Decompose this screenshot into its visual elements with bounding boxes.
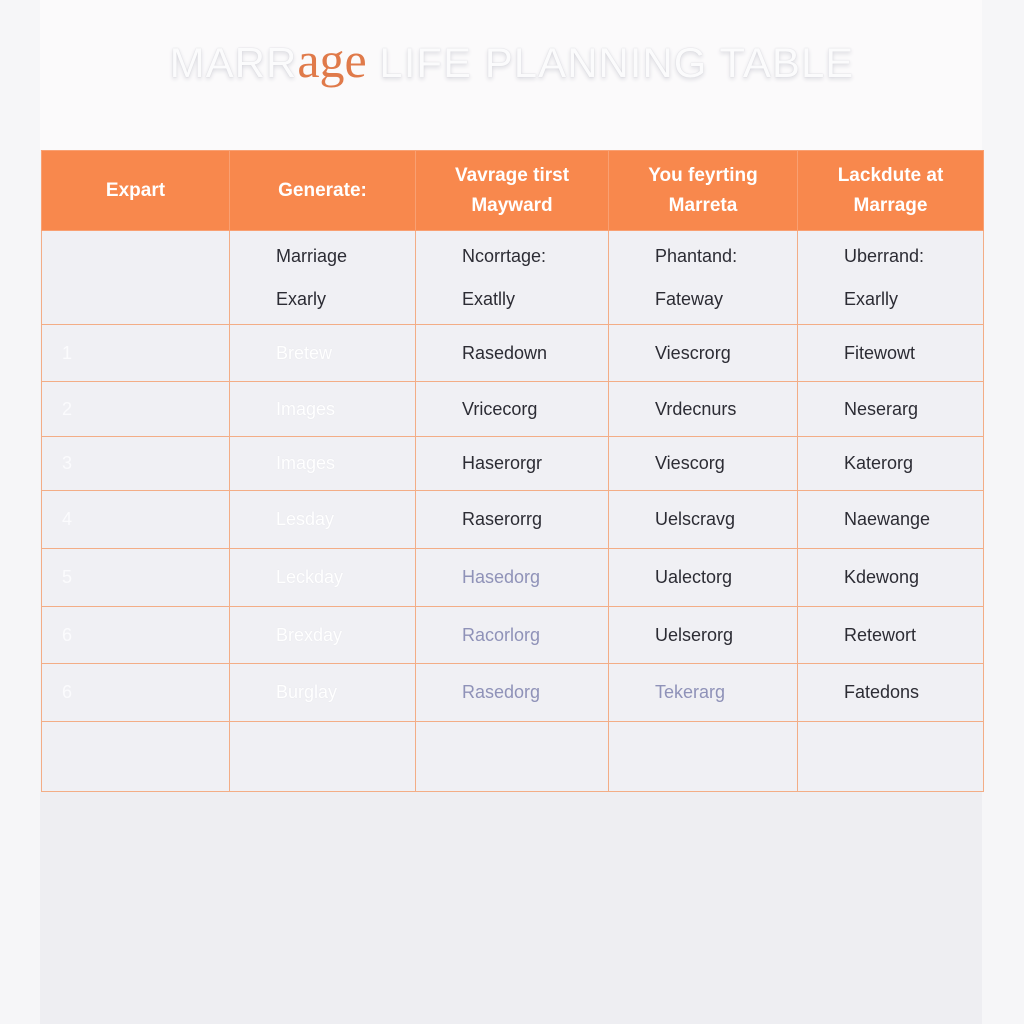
cell-text: Retewort bbox=[844, 624, 917, 645]
cell-text: Exarly bbox=[276, 288, 327, 309]
table-row-empty bbox=[42, 722, 984, 792]
table-cell bbox=[42, 491, 230, 549]
table-cell bbox=[230, 722, 416, 792]
table-cell bbox=[416, 325, 609, 382]
header-label: Expart bbox=[105, 179, 166, 201]
table-cell bbox=[798, 231, 984, 325]
table-cell bbox=[609, 325, 798, 382]
cell-text: Tekerarg bbox=[655, 682, 726, 702]
table-cell bbox=[609, 231, 798, 325]
table-cell bbox=[798, 382, 984, 437]
lower-panel bbox=[40, 792, 982, 1024]
table-cell bbox=[609, 722, 798, 792]
header-cell bbox=[230, 151, 416, 231]
table-cell bbox=[416, 607, 609, 664]
cell-text: Images bbox=[276, 398, 336, 419]
cell-text: Raserorrg bbox=[462, 509, 543, 529]
cell-text: Ualectorg bbox=[655, 567, 733, 587]
row-number: 2 bbox=[62, 398, 73, 419]
cell-text: Racorlorg bbox=[462, 624, 541, 645]
table-cell bbox=[798, 607, 984, 664]
header-label: Lackdute at bbox=[837, 164, 944, 186]
header-label: Generate: bbox=[278, 179, 367, 201]
cell-text: Rasedown bbox=[462, 342, 548, 363]
cell-text: Uberrand: bbox=[844, 245, 925, 266]
cell-text: Brexday bbox=[276, 624, 343, 645]
table-row bbox=[42, 607, 984, 664]
table-cell bbox=[42, 437, 230, 491]
title-accent: age bbox=[297, 32, 367, 88]
cell-text: Fatedons bbox=[844, 682, 920, 702]
header-label: Vavrage tirst bbox=[454, 164, 570, 186]
table-cell bbox=[230, 607, 416, 664]
title-part-1: MARR bbox=[169, 39, 298, 86]
cell-text: Lesday bbox=[276, 509, 335, 529]
cell-text: Phantand: bbox=[655, 245, 738, 266]
table-cell bbox=[798, 491, 984, 549]
header-cell bbox=[42, 151, 230, 231]
table-cell bbox=[230, 382, 416, 437]
cell-text: Exatlly bbox=[462, 288, 516, 309]
header-row bbox=[42, 151, 984, 231]
row-number: 6 bbox=[62, 682, 73, 702]
table-cell bbox=[609, 437, 798, 491]
cell-text: Leckday bbox=[276, 567, 344, 587]
cell-text: Vrdecnurs bbox=[655, 398, 737, 419]
table-cell bbox=[416, 382, 609, 437]
cell-text: Katerorg bbox=[844, 453, 914, 473]
table-cell bbox=[416, 549, 609, 607]
cell-text: Viescorg bbox=[655, 453, 725, 473]
header-cell bbox=[416, 151, 609, 231]
table-cell bbox=[230, 549, 416, 607]
row-number: 3 bbox=[62, 453, 73, 473]
cell-text: Vricecorg bbox=[462, 398, 538, 419]
cell-text: Fitewowt bbox=[844, 342, 916, 363]
table-row bbox=[42, 491, 984, 549]
subheader-row bbox=[42, 231, 984, 325]
table-cell bbox=[798, 664, 984, 722]
table-cell bbox=[798, 549, 984, 607]
row-number: 5 bbox=[62, 567, 73, 587]
table-cell bbox=[609, 664, 798, 722]
table-cell bbox=[42, 231, 230, 325]
cell-text: Rasedorg bbox=[462, 682, 541, 702]
table-cell bbox=[42, 382, 230, 437]
table-cell bbox=[609, 382, 798, 437]
cell-text: Hasedorg bbox=[462, 567, 541, 587]
table-cell bbox=[42, 325, 230, 382]
table-cell bbox=[416, 722, 609, 792]
cell-text: Ncorrtage: bbox=[462, 245, 547, 266]
header-label: Marrage bbox=[853, 194, 928, 216]
table-cell bbox=[609, 491, 798, 549]
cell-text: Haserorgr bbox=[462, 453, 543, 473]
table-cell bbox=[798, 325, 984, 382]
table-cell bbox=[230, 491, 416, 549]
header-cell bbox=[609, 151, 798, 231]
table-row bbox=[42, 664, 984, 722]
cell-text: Viescrorg bbox=[655, 342, 731, 363]
table-cell bbox=[609, 549, 798, 607]
cell-text: Uelserorg bbox=[655, 624, 734, 645]
left-margin bbox=[0, 0, 40, 1024]
table-cell bbox=[42, 664, 230, 722]
table-cell bbox=[230, 325, 416, 382]
right-margin bbox=[982, 0, 1024, 1024]
cell-text: Burglay bbox=[276, 682, 338, 702]
header-cell bbox=[798, 151, 984, 231]
table-row bbox=[42, 549, 984, 607]
cell-text: Exarlly bbox=[844, 288, 899, 309]
page-title bbox=[0, 34, 1024, 89]
table-cell bbox=[416, 437, 609, 491]
planning-table bbox=[41, 150, 984, 792]
cell-text: Bretew bbox=[276, 342, 333, 363]
table-cell bbox=[798, 437, 984, 491]
header-label: You feyrting bbox=[648, 164, 758, 186]
row-number: 4 bbox=[62, 509, 73, 529]
table-cell bbox=[798, 722, 984, 792]
table-cell bbox=[230, 664, 416, 722]
table-row bbox=[42, 382, 984, 437]
table-cell bbox=[230, 437, 416, 491]
table-cell bbox=[42, 722, 230, 792]
title-part-2: LIFE PLANNING TABLE bbox=[366, 39, 855, 86]
table-cell bbox=[609, 607, 798, 664]
table-cell bbox=[416, 664, 609, 722]
header-label: Mayward bbox=[471, 194, 553, 216]
cell-text: Uelscravg bbox=[655, 509, 736, 529]
cell-text: Neserarg bbox=[844, 398, 919, 419]
cell-text: Marriage bbox=[276, 245, 348, 266]
table-cell bbox=[230, 231, 416, 325]
table-cell bbox=[42, 607, 230, 664]
table-cell bbox=[42, 549, 230, 607]
table-row bbox=[42, 325, 984, 382]
cell-text: Kdewong bbox=[844, 567, 920, 587]
header-label: Marreta bbox=[668, 194, 738, 216]
row-number: 1 bbox=[62, 342, 73, 363]
cell-text: Fateway bbox=[655, 288, 724, 309]
cell-text: Images bbox=[276, 453, 336, 473]
row-number: 6 bbox=[62, 624, 73, 645]
table-cell bbox=[416, 231, 609, 325]
table-cell bbox=[416, 491, 609, 549]
cell-text: Naewange bbox=[844, 509, 931, 529]
table-row bbox=[42, 437, 984, 491]
